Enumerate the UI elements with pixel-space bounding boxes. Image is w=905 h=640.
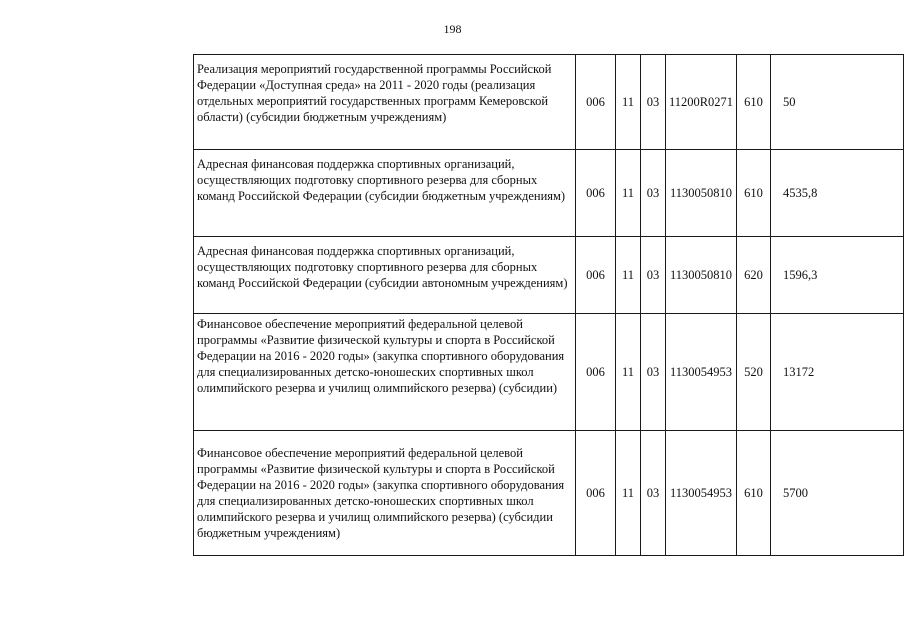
amount: 1596,3 xyxy=(771,237,904,314)
ministry-code: 006 xyxy=(576,237,616,314)
target-article-code: 11200R0271 xyxy=(666,55,737,150)
ministry-code: 006 xyxy=(576,55,616,150)
section-code: 11 xyxy=(616,55,641,150)
section-code: 11 xyxy=(616,431,641,556)
amount: 50 xyxy=(771,55,904,150)
table-row xyxy=(194,431,904,556)
table-row xyxy=(194,55,904,150)
subsection-code: 03 xyxy=(641,431,666,556)
expense-type-code: 520 xyxy=(737,314,771,431)
ministry-code: 006 xyxy=(576,314,616,431)
row-description: Финансовое обеспечение мероприятий федеральной целевой программы «Развитие физической культуры и спорта в Российской Федерации на 2016 - 2020 годы» (закупка спортивного оборудования для специализированных детско-юношеских спортивных школ олимпийского резерва и училищ олимпийского резерва) (субсидии бюджетным учреждениям) xyxy=(194,431,576,556)
section-code: 11 xyxy=(616,314,641,431)
subsection-code: 03 xyxy=(641,55,666,150)
amount: 5700 xyxy=(771,431,904,556)
row-description: Финансовое обеспечение мероприятий федеральной целевой программы «Развитие физической культуры и спорта в Российской Федерации на 2016 - 2020 годы» (закупка спортивного оборудования для специализированных детско-юношеских спортивных школ олимпийского резерва и училищ олимпийского резерва) (субсидии) xyxy=(194,314,576,431)
row-description: Адресная финансовая поддержка спортивных организаций, осуществляющих подготовку спортивного резерва для сборных команд Российской Федерации (субсидии бюджетным учреждениям) xyxy=(194,150,576,237)
section-code: 11 xyxy=(616,237,641,314)
expense-type-code: 610 xyxy=(737,431,771,556)
subsection-code: 03 xyxy=(641,237,666,314)
subsection-code: 03 xyxy=(641,314,666,431)
row-description: Адресная финансовая поддержка спортивных организаций, осуществляющих подготовку спортивного резерва для сборных команд Российской Федерации (субсидии автономным учреждениям) xyxy=(194,237,576,314)
expense-type-code: 610 xyxy=(737,55,771,150)
table-row xyxy=(194,314,904,431)
row-description: Реализация мероприятий государственной программы Российской Федерации «Доступная среда» на 2011 - 2020 годы (реализация отдельных мероприятий государственных программ Кемеровской области) (субсидии бюджетным учреждениям) xyxy=(194,55,576,150)
target-article-code: 1130050810 xyxy=(666,150,737,237)
section-code: 11 xyxy=(616,150,641,237)
table-row xyxy=(194,150,904,237)
budget-table xyxy=(193,54,904,556)
target-article-code: 1130054953 xyxy=(666,431,737,556)
target-article-code: 1130054953 xyxy=(666,314,737,431)
amount: 13172 xyxy=(771,314,904,431)
amount: 4535,8 xyxy=(771,150,904,237)
ministry-code: 006 xyxy=(576,431,616,556)
page-number: 198 xyxy=(443,22,462,36)
expense-type-code: 620 xyxy=(737,237,771,314)
table-row xyxy=(194,237,904,314)
subsection-code: 03 xyxy=(641,150,666,237)
target-article-code: 1130050810 xyxy=(666,237,737,314)
expense-type-code: 610 xyxy=(737,150,771,237)
ministry-code: 006 xyxy=(576,150,616,237)
